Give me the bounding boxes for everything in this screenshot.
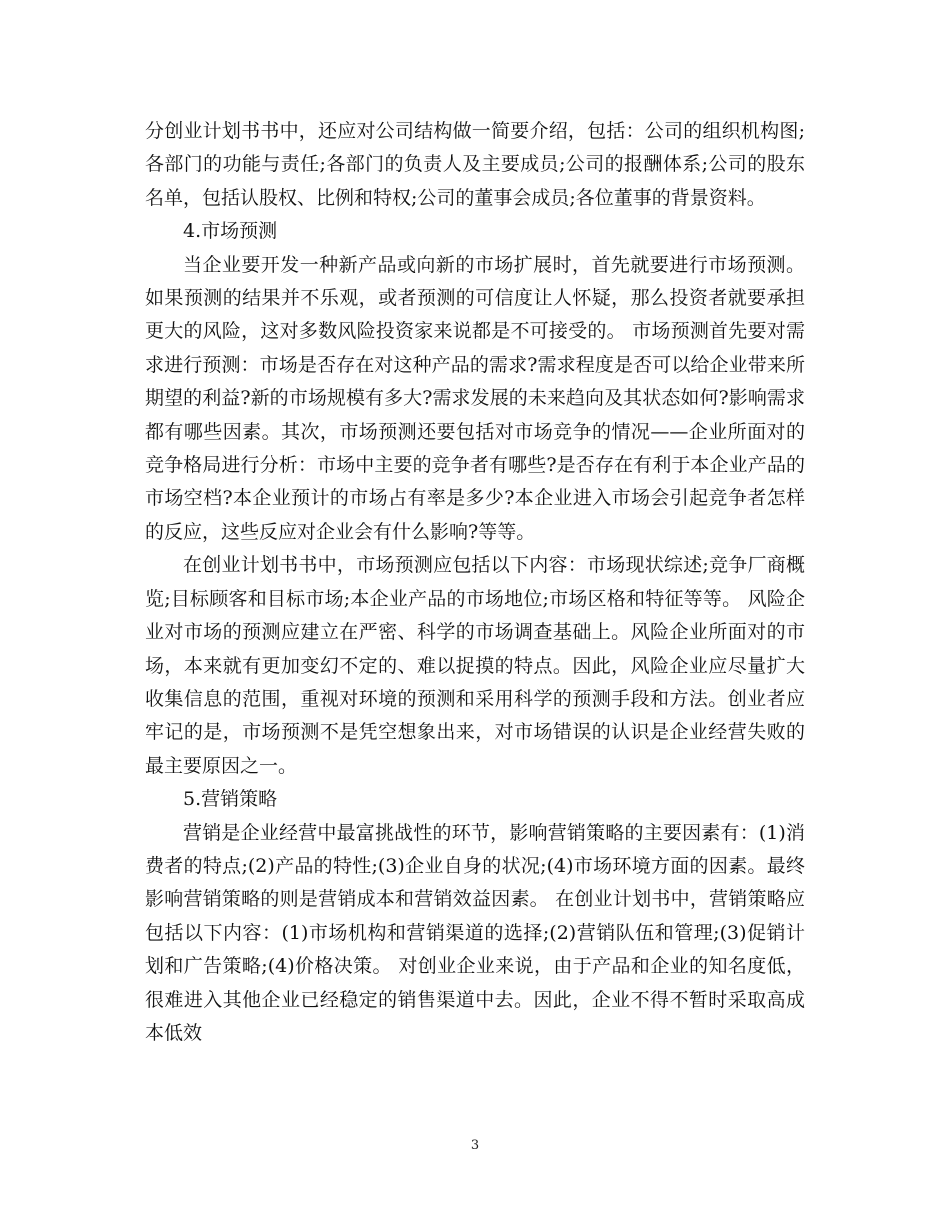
section-heading-marketing-strategy: 5.营销策略 xyxy=(183,788,278,811)
paragraph-market-forecast: 当企业要开发一种新产品或向新的市场扩展时，首先就要进行市场预测。如果预测的结果并不乐观，或者预测的可信度让人怀疑，那么投资者就要承担更大的风险，这对多数风险投资家来说都是不可接受的。 市场预测首先要对需求进行预测：市场是否存在对这种产品的需求?需求程度是否可以给企业带来所期望的利益?新的市场规模有多大?需求发展的未来趋向及其状态如何?影响需求都有哪些因素。其次，市场预测还要包括对市场竞争的情况——企业所面对的竞争格局进行分析：市场中主要的竞争者有哪些?是否存在有利于本企业产品的市场空档?本企业预计的市场占有率是多少?本企业进入市场会引起竞争者怎样的反应，这些反应对企业会有什么影响?等等。 xyxy=(145,253,805,543)
paragraph-forecast-contents: 在创业计划书书中，市场预测应包括以下内容：市场现状综述;竞争厂商概览;目标顾客和目标市场;本企业产品的市场地位;市场区格和特征等等。 风险企业对市场的预测应建立在严密、科学的市场调查基础上。风险企业所面对的市场，本来就有更加变幻不定的、难以捉摸的特点。因此，风险企业应尽量扩大收集信息的范围，重视对环境的预测和采用科学的预测手段和方法。创业者应牢记的是，市场预测不是凭空想象出来，对市场错误的认识是企业经营失败的最主要原因之一。 xyxy=(145,554,805,777)
page-number: 3 xyxy=(470,1138,480,1153)
document-body xyxy=(145,115,805,1050)
paragraph-marketing-strategy: 营销是企业经营中最富挑战性的环节，影响营销策略的主要因素有：(1)消费者的特点;(2)产品的特性;(3)企业自身的状况;(4)市场环境方面的因素。最终影响营销策略的则是营销成本和营销效益因素。 在创业计划书中，营销策略应包括以下内容：(1)市场机构和营销渠道的选择;(2)营销队伍和管理;(3)促销计划和广告策略;(4)价格决策。 对创业企业来说，由于产品和企业的知名度低，很难进入其他企业已经稳定的销售渠道中去。因此，企业不得不暂时采取高成本低效 xyxy=(145,821,805,1044)
section-heading-market-forecast: 4.市场预测 xyxy=(183,220,278,243)
paragraph-company-structure: 分创业计划书书中，还应对公司结构做一简要介绍，包括：公司的组织机构图;各部门的功能与责任;各部门的负责人及主要成员;公司的报酬体系;公司的股东名单，包括认股权、比例和特权;公司的董事会成员;各位董事的背景资料。 xyxy=(145,120,805,209)
